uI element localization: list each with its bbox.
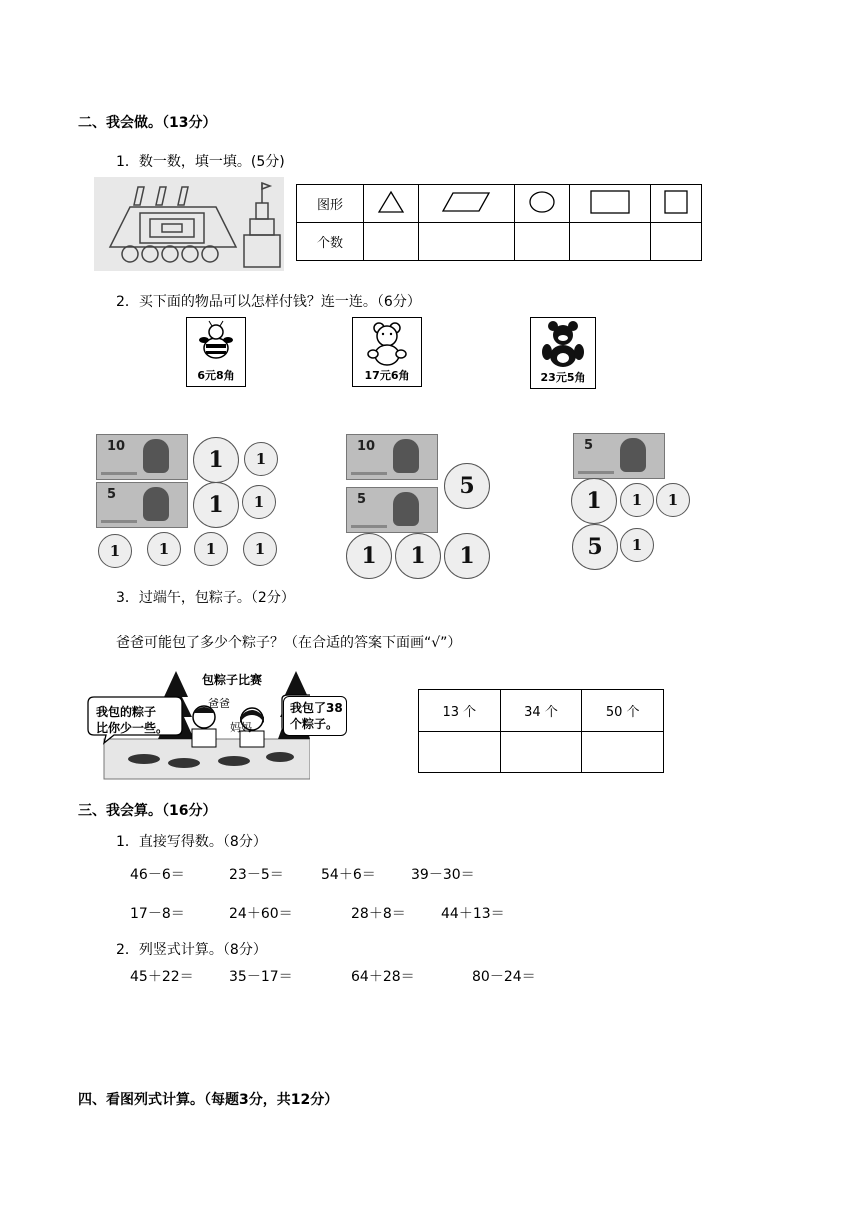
question-2-3: 3．过端午，包粽子。（2分）: [116, 590, 295, 606]
equation: 45＋22＝: [130, 969, 194, 985]
parallelogram-cell: [418, 185, 514, 223]
banknote-5: 5: [96, 482, 188, 528]
coin-1-jiao: 1: [147, 532, 181, 566]
banknote-5: 5: [573, 433, 665, 479]
dad-label: 爸爸: [208, 697, 230, 710]
check-cell[interactable]: [500, 732, 582, 773]
zongzi-picture: [84, 667, 310, 780]
equation: 35－17＝: [229, 969, 293, 985]
bee-toy-icon: [187, 318, 245, 368]
coin-1-jiao: 1: [620, 528, 654, 562]
row-label-count: 个数: [297, 223, 364, 261]
answer-cell[interactable]: [515, 223, 570, 261]
left-speech-bubble: 我包的粽子 比你少一些。: [96, 705, 169, 735]
picture-title: 包粽子比赛: [202, 673, 263, 687]
item-price: 6元8角: [197, 369, 235, 382]
dark-bear-icon: [531, 318, 595, 370]
coin-1-yuan: 1: [571, 478, 617, 524]
item-card-1[interactable]: [186, 317, 246, 387]
equation: 28＋8＝: [351, 906, 406, 922]
answer-cell[interactable]: [569, 223, 650, 261]
equation: 54＋6＝: [321, 867, 376, 883]
equation: 39－30＝: [411, 867, 475, 883]
item-price: 23元5角: [540, 371, 586, 384]
equation: 80－24＝: [472, 969, 536, 985]
banknote-5: 5: [346, 487, 438, 533]
coin-1-jiao: 1: [244, 442, 278, 476]
coin-1-yuan: 1: [444, 533, 490, 579]
teddy-bear-icon: [353, 318, 421, 368]
rectangle-icon: [589, 189, 631, 215]
equation: 17－8＝: [130, 906, 185, 922]
banknote-10: 10: [96, 434, 188, 480]
section-2-heading: 二、我会做。（13分）: [78, 115, 217, 131]
circle-cell: [515, 185, 570, 223]
answer-table: [418, 689, 664, 773]
circle-icon: [528, 190, 556, 214]
item-card-3[interactable]: [530, 317, 596, 389]
equation: 23－5＝: [229, 867, 284, 883]
coin-1-yuan: 1: [193, 437, 239, 483]
banknote-10: 10: [346, 434, 438, 480]
coin-5-jiao: 5: [572, 524, 618, 570]
row-label-shape: 图形: [297, 185, 364, 223]
coin-1-jiao: 1: [98, 534, 132, 568]
answer-cell[interactable]: [650, 223, 701, 261]
coin-5-jiao: 5: [444, 463, 490, 509]
triangle-icon: [377, 190, 405, 214]
question-2-3-prompt: 爸爸可能包了多少个粽子？（在合适的答案下面画“√”）: [116, 635, 462, 651]
answer-option: 50 个: [582, 690, 664, 732]
coin-1-yuan: 1: [193, 482, 239, 528]
item-price: 17元6角: [364, 369, 410, 382]
question-2-1: 1．数一数，填一填。(5分): [116, 154, 285, 170]
right-speech-bubble: 我包了38 个粽子。: [283, 696, 347, 736]
equation: 44＋13＝: [441, 906, 505, 922]
triangle-cell: [364, 185, 419, 223]
equation: 24＋60＝: [229, 906, 293, 922]
answer-option: 34 个: [500, 690, 582, 732]
square-cell: [650, 185, 701, 223]
question-3-1: 1．直接写得数。（8分）: [116, 834, 267, 850]
question-2-2: 2．买下面的物品可以怎样付钱？连一连。（6分）: [116, 294, 421, 310]
shape-drawing: [94, 177, 284, 271]
coin-1-yuan: 1: [395, 533, 441, 579]
coin-1-jiao: 1: [243, 532, 277, 566]
check-cell[interactable]: [582, 732, 664, 773]
item-card-2[interactable]: [352, 317, 422, 387]
shape-count-table: [296, 184, 702, 261]
mom-label: 妈妈: [230, 721, 252, 734]
section-3-heading: 三、我会算。（16分）: [78, 803, 217, 819]
equation: 64＋28＝: [351, 969, 415, 985]
equation: 46－6＝: [130, 867, 185, 883]
parallelogram-icon: [441, 191, 491, 213]
section-4-heading: 四、看图列式计算。（每题3分，共12分）: [78, 1092, 339, 1108]
answer-cell[interactable]: [364, 223, 419, 261]
coin-1-jiao: 1: [242, 485, 276, 519]
rectangle-cell: [569, 185, 650, 223]
answer-option: 13 个: [419, 690, 501, 732]
coin-1-jiao: 1: [194, 532, 228, 566]
coin-1-yuan: 1: [346, 533, 392, 579]
answer-cell[interactable]: [418, 223, 514, 261]
coin-1-jiao: 1: [620, 483, 654, 517]
shape-picture: [94, 177, 284, 271]
question-3-2: 2．列竖式计算。（8分）: [116, 942, 267, 958]
coin-1-jiao: 1: [656, 483, 690, 517]
square-icon: [663, 189, 689, 215]
check-cell[interactable]: [419, 732, 501, 773]
